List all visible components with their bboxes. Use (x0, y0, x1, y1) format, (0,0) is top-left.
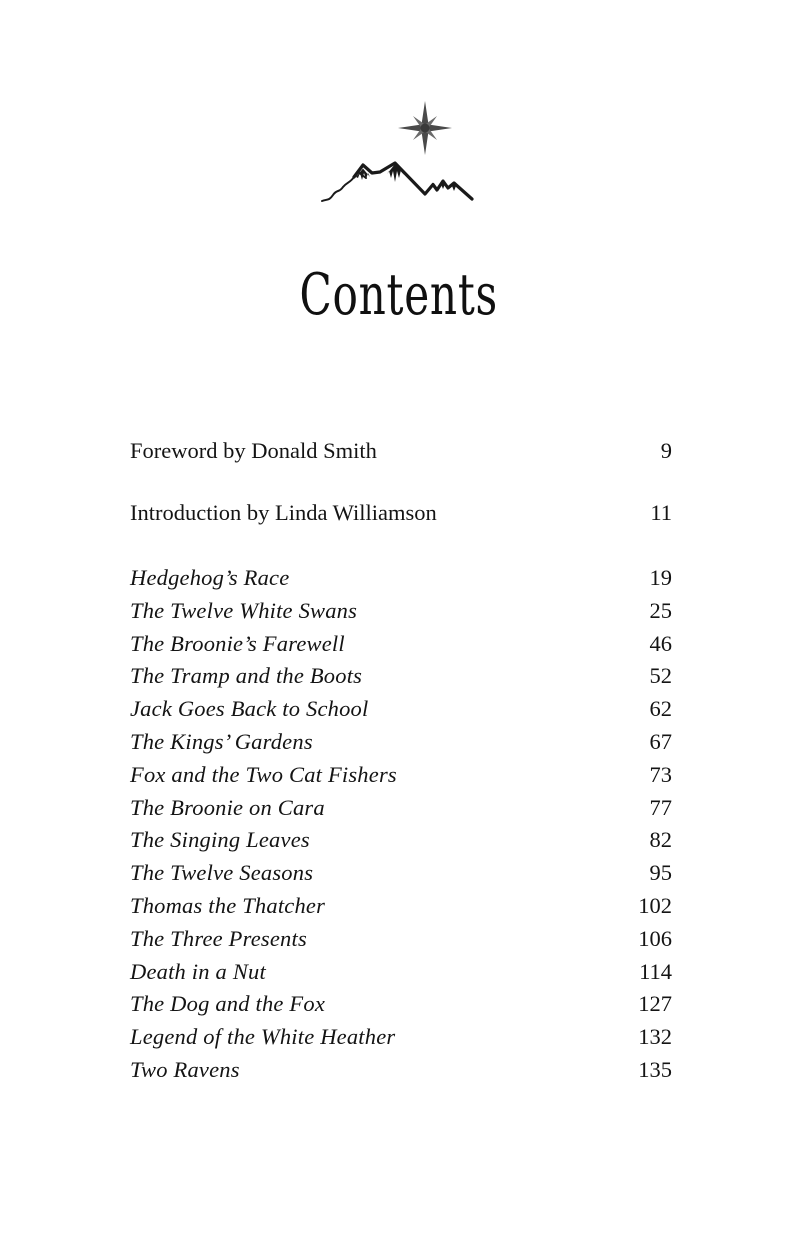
toc-entry-page: 25 (649, 597, 672, 623)
toc-entry-page: 11 (650, 500, 672, 525)
toc-entry-page: 135 (638, 1056, 672, 1082)
toc-entry-page: 114 (639, 958, 672, 984)
toc-entry-page: 102 (638, 892, 672, 918)
toc-entry-page: 132 (638, 1024, 672, 1050)
toc-entry-title: Thomas the Thatcher (130, 892, 326, 918)
toc-entry-title: Jack Goes Back to School (130, 696, 369, 722)
mountains-icon (322, 163, 472, 201)
toc-row (130, 595, 672, 628)
toc-entry-page: 52 (649, 663, 672, 689)
toc-entry-title: Death in a Nut (130, 958, 266, 984)
toc-row (130, 693, 672, 726)
toc-entry-title: The Dog and the Fox (130, 991, 326, 1017)
toc-entry-page: 62 (649, 696, 672, 722)
page-title: Contents (299, 262, 498, 328)
toc-row (130, 660, 672, 693)
mountains-and-star-ornament (300, 93, 500, 221)
table-of-contents (130, 438, 672, 1087)
toc-row-introduction (130, 500, 672, 528)
story-list (130, 562, 672, 1087)
toc-row (130, 988, 672, 1021)
toc-row (130, 726, 672, 759)
toc-entry-page: 9 (660, 438, 672, 463)
toc-entry-title: The Twelve Seasons (130, 860, 314, 886)
toc-entry-title: The Three Presents (130, 925, 307, 951)
toc-row (130, 956, 672, 989)
toc-row (130, 1021, 672, 1054)
toc-entry-title: Introduction by Linda Williamson (130, 500, 437, 525)
toc-entry-title: The Twelve White Swans (130, 597, 358, 623)
toc-row (130, 857, 672, 890)
toc-entry-page: 77 (649, 794, 672, 820)
toc-entry-title: The Kings’ Gardens (130, 728, 313, 754)
toc-entry-title: Fox and the Two Cat Fishers (130, 761, 397, 787)
toc-row (130, 890, 672, 923)
toc-row (130, 628, 672, 661)
toc-entry-page: 127 (638, 991, 672, 1017)
toc-entry-title: Foreword by Donald Smith (130, 438, 377, 463)
toc-row (130, 792, 672, 825)
toc-entry-page: 95 (649, 860, 672, 886)
toc-entry-title: The Singing Leaves (130, 827, 310, 853)
toc-entry-page: 106 (638, 925, 672, 951)
toc-row (130, 923, 672, 956)
toc-entry-page: 73 (649, 761, 672, 787)
toc-entry-page: 67 (649, 728, 672, 754)
toc-row (130, 562, 672, 595)
toc-entry-title: Hedgehog’s Race (130, 565, 290, 590)
toc-entry-title: Legend of the White Heather (130, 1024, 396, 1050)
toc-entry-page: 82 (649, 827, 672, 853)
toc-row (130, 1054, 672, 1087)
toc-entry-page: 19 (649, 565, 672, 590)
toc-entry-title: The Tramp and the Boots (130, 663, 363, 689)
toc-entry-title: Two Ravens (130, 1056, 240, 1082)
toc-entry-title: The Broonie on Cara (130, 794, 325, 820)
toc-entry-page: 46 (649, 630, 672, 656)
star-icon (398, 101, 452, 155)
toc-row-foreword (130, 438, 672, 466)
toc-row (130, 759, 672, 792)
toc-row (130, 824, 672, 857)
toc-entry-title: The Broonie’s Farewell (130, 630, 345, 656)
